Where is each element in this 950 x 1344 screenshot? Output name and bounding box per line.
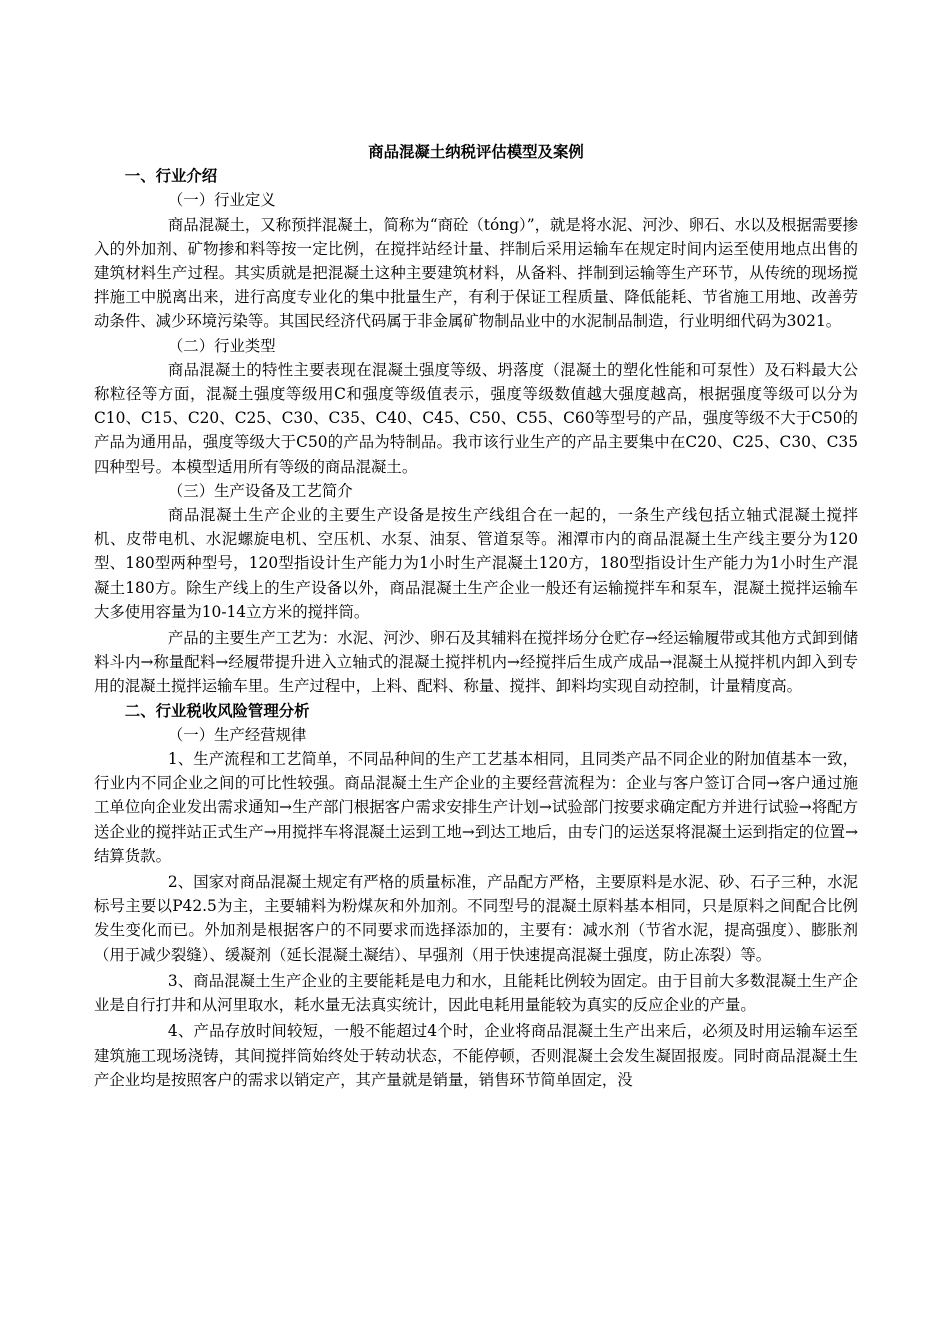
paragraph-types: 商品混凝土的特性主要表现在混凝土强度等级、坍落度（混凝土的塑化性能和可泵性）及石料最大公称粒径等方面，混凝土强度等级用C和强度等级值表示，强度等级数值越大强度越高，根据强度等级可以分为C10、C15、C20、C25、C30、C35、C40、C45、C50、C55、C60等型号的产品，强度等级不大于C50的产品为通用品，强度等级大于C50的产品为特制品。我市该行业生产的产品主要集中在C20、C25、C30、C35四种型号。本模型适用所有等级的商品混凝土。	[94, 360, 858, 476]
page-title: 商品混凝土纳税评估模型及案例	[368, 143, 584, 161]
section-heading-tax-risk: 二、行业税收风险管理分析	[124, 701, 310, 720]
paragraph-rule-2: 2、国家对商品混凝土规定有严格的质量标准，产品配方严格，主要原料是水泥、砂、石子三种，水泥标号主要以P42.5为主，主要辅料为粉煤灰和外加剂。不同型号的混凝土原料基本相同，只是原料之间配合比例发生变化而已。外加剂是根据客户的不同要求而选择添加的，主要有：减水剂（节省水泥，提高强度）、膨胀剂（用于减少裂缝）、缓凝剂（延长混凝土凝结）、早强剂（用于快速提高混凝土强度，防止冻裂）等。	[94, 873, 858, 964]
section-heading-industry-intro: 一、行业介绍	[124, 167, 218, 186]
paragraph-equipment: 商品混凝土生产企业的主要生产设备是按生产线组合在一起的，一条生产线包括立轴式混凝土搅拌机、皮带电机、水泥螺旋电机、空压机、水泵、油泵、管道泵等。湘潭市内的商品混凝土生产线主要分为120型、180型两种型号，120型指设计生产能力为1小时生产混凝土120方，180型指设计生产能力为1小时生产混凝土180方。除生产线上的生产设备以外，商品混凝土生产企业一般还有运输搅拌车和泵车，混凝土搅拌运输车大多使用容量为10-14立方米的搅拌筒。	[94, 506, 858, 621]
paragraph-rule-4: 4、产品存放时间较短，一般不能超过4个时，企业将商品混凝土生产出来后，必须及时用运输车运至建筑施工现场浇铸，其间搅拌筒始终处于转动状态，不能停顿，否则混凝土会发生凝固报废。同时商品混凝土生产企业均是按照客户的需求以销定产，其产量就是销量，销售环节简单固定，没	[94, 1022, 858, 1089]
paragraph-process: 产品的主要生产工艺为：水泥、河沙、卵石及其辅料在搅拌场分仓贮存→经运输履带或其他方式卸到储料斗内→称量配料→经履带提升进入立轴式的混凝土搅拌机内→经搅拌后生成产成品→混凝土从搅拌机内卸入到专用的混凝土搅拌运输车里。生产过程中，上料、配料、称量、搅拌、卸料均实现自动控制，计量精度高。	[94, 629, 858, 696]
paragraph-definition: 商品混凝土，又称预拌混凝土，简称为“商砼（tóng）”，就是将水泥、河沙、卵石、水以及根据需要掺入的外加剂、矿物掺和料等按一定比例，在搅拌站经计量、拌制后采用运输车在规定时间内运至使用地点出售的建筑材料生产过程。其实质就是把混凝土这种主要建筑材料，从备料、拌制到运输等生产环节，从传统的现场搅拌施工中脱离出来，进行高度专业化的集中批量生产，有利于保证工程质量、降低能耗、节省施工用地、改善劳动条件、减少环境污染等。其国民经济代码属于非金属矿物制品业中的水泥制品制造，行业明细代码为3021。	[94, 215, 858, 331]
subsection-heading-types: （二）行业类型	[167, 336, 276, 355]
subsection-heading-definition: （一）行业定义	[167, 191, 276, 210]
subsection-heading-operation-rules: （一）生产经营规律	[167, 725, 307, 744]
paragraph-rule-1: 1、生产流程和工艺简单，不同品种间的生产工艺基本相同，且同类产品不同企业的附加值基本一致，行业内不同企业之间的可比性较强。商品混凝土生产企业的主要经营流程为：企业与客户签订合同→客户通过施工单位向企业发出需求通知→生产部门根据客户需求安排生产计划→试验部门按要求确定配方并进行试验→将配方送企业的搅拌站正式生产→用搅拌车将混凝土运到工地→到达工地后，由专门的运送泵将混凝土运到指定的位置→结算货款。	[94, 750, 858, 865]
document-body	[94, 140, 858, 1092]
paragraph-rule-3: 3、商品混凝土生产企业的主要能耗是电力和水，且能耗比例较为固定。由于目前大多数混凝土生产企业是自行打井和从河里取水，耗水量无法真实统计，因此电耗用量能较为真实的反应企业的产量。	[94, 971, 858, 1015]
subsection-heading-equipment: （三）生产设备及工艺简介	[167, 481, 353, 500]
